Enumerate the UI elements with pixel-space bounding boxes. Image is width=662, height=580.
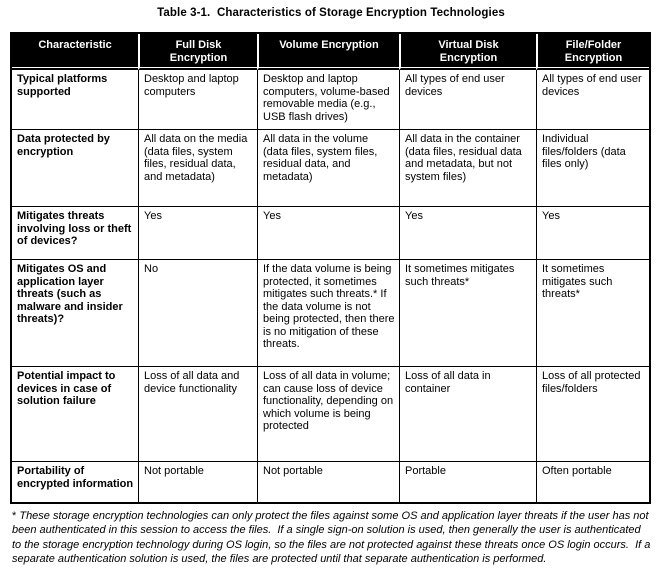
footnote-asterisk: *	[12, 510, 17, 522]
data-cell: If the data volume is being protected, it sometimes mitigates such threats.* If the data volume is not being protected, then there is no mitigation of these threats.	[257, 260, 399, 367]
header-row	[12, 34, 649, 70]
table-row	[12, 260, 649, 367]
header-cell-file-folder: File/Folder Encryption	[536, 34, 649, 70]
data-cell: Yes	[138, 207, 257, 260]
data-cell: It sometimes mitigates such threats*	[399, 260, 536, 367]
data-cell: Individual files/folders (data files only)	[536, 130, 649, 207]
header-cell-full-disk: Full Disk Encryption	[138, 34, 257, 70]
data-cell: All data in the volume (data files, system files, residual data, and metadata)	[257, 130, 399, 207]
table-row	[12, 70, 649, 130]
row-label: Data protected by encryption	[12, 130, 138, 207]
data-cell: Yes	[257, 207, 399, 260]
data-cell: Loss of all data in volume; can cause loss of device functionality, depending on which volume is being protected	[257, 367, 399, 462]
data-cell: All types of end user devices	[536, 70, 649, 130]
table-title: Table 3-1. Characteristics of Storage Encryption Technologies	[157, 7, 505, 19]
storage-encryption-table	[10, 32, 651, 504]
data-cell: Desktop and laptop computers	[138, 70, 257, 130]
footnote-text: These storage encryption technologies can only protect the files against some OS and application layer threats if the user has not been authenticated in this session to access the files. If a single sign-on solution is used, then generally the user is authenticated to the storage encryption technology during OS login, so the files are not protected against these threats once OS login occurs. If a separate authentication solution is used, the files are protected until that separate authentication is performed.	[12, 510, 651, 565]
data-cell: Often portable	[536, 462, 649, 502]
data-cell: Desktop and laptop computers, volume-based removable media (e.g., USB flash drives)	[257, 70, 399, 130]
data-cell: All data on the media (data files, system files, residual data, and metadata)	[138, 130, 257, 207]
header-cell-characteristic: Characteristic	[12, 34, 138, 70]
row-label: Typical platforms supported	[12, 70, 138, 130]
data-cell: All types of end user devices	[399, 70, 536, 130]
header-cell-virtual-disk: Virtual Disk Encryption	[399, 34, 536, 70]
data-cell: No	[138, 260, 257, 367]
table-footnote	[12, 509, 652, 566]
data-cell: Yes	[399, 207, 536, 260]
table-row	[12, 207, 649, 260]
data-cell: Loss of all data and device functionality	[138, 367, 257, 462]
row-label: Mitigates threats involving loss or theft of devices?	[12, 207, 138, 260]
row-label: Portability of encrypted information	[12, 462, 138, 502]
data-cell: Loss of all data in container	[399, 367, 536, 462]
row-label: Potential impact to devices in case of solution failure	[12, 367, 138, 462]
data-cell: It sometimes mitigates such threats*	[536, 260, 649, 367]
table-row	[12, 367, 649, 462]
data-cell: Portable	[399, 462, 536, 502]
data-cell: Not portable	[138, 462, 257, 502]
table-row	[12, 130, 649, 207]
data-cell: Yes	[536, 207, 649, 260]
data-cell: Not portable	[257, 462, 399, 502]
row-label: Mitigates OS and application layer threats (such as malware and insider threats)?	[12, 260, 138, 367]
data-cell: Loss of all protected files/folders	[536, 367, 649, 462]
data-cell: All data in the container (data files, residual data and metadata, but not system files)	[399, 130, 536, 207]
table-row	[12, 462, 649, 502]
header-cell-volume: Volume Encryption	[257, 34, 399, 70]
